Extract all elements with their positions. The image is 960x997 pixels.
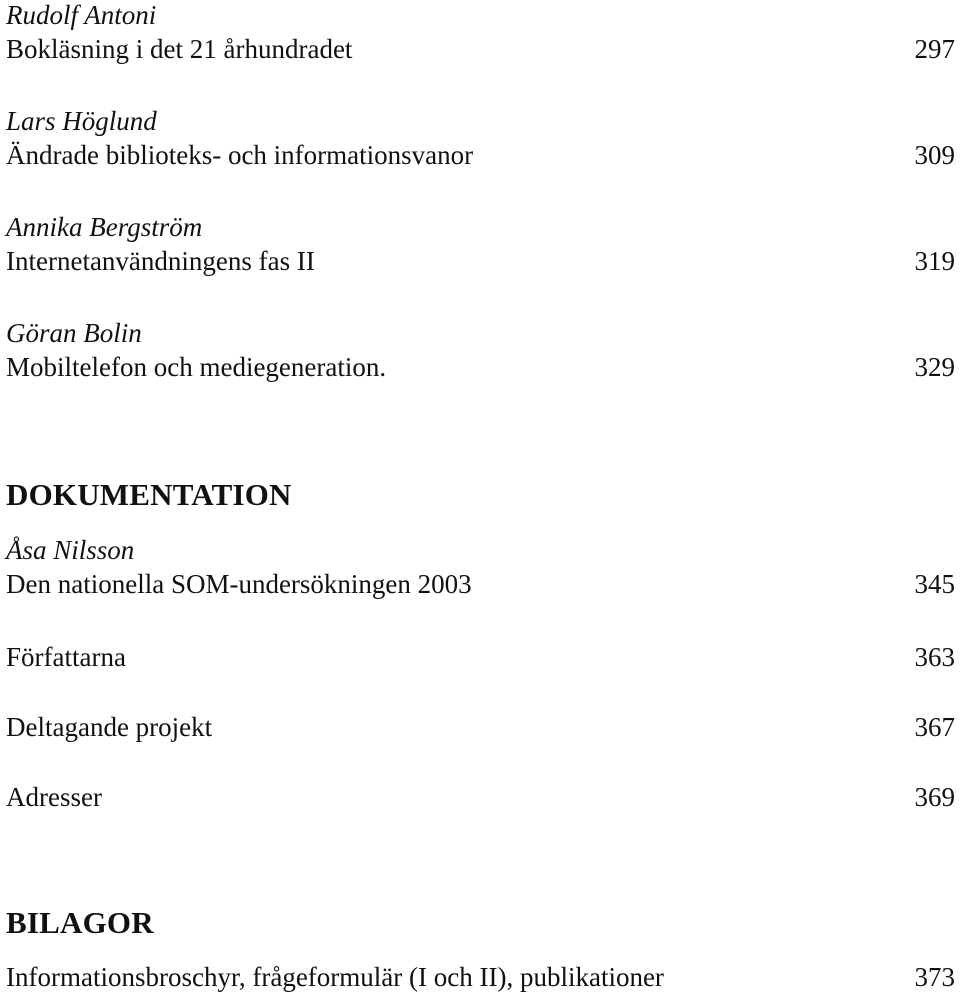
entry-page-number: 309 — [914, 140, 955, 170]
entry-title: Informationsbroschyr, frågeformulär (I och II), publikationer — [6, 962, 664, 992]
entry-author: Åsa Nilsson — [6, 535, 135, 565]
entry-row — [6, 32, 955, 66]
entry-row — [6, 244, 955, 278]
toc-entry-bolin — [6, 316, 955, 384]
entry-page-number: 369 — [914, 782, 955, 812]
toc-entry-antoni — [6, 0, 955, 66]
entry-row — [6, 567, 955, 601]
entry-title: Deltagande projekt — [6, 712, 213, 742]
entry-author: Göran Bolin — [6, 318, 142, 348]
toc-entry-bergstrom — [6, 210, 955, 278]
entry-title: Den nationella SOM-undersökningen 2003 — [6, 569, 472, 599]
toc-entry-deltagande-projekt — [6, 710, 955, 744]
entry-author: Rudolf Antoni — [6, 0, 157, 30]
entry-title: Mobiltelefon och mediegeneration. — [6, 352, 387, 382]
toc-entry-forfattarna — [6, 640, 955, 674]
entry-row — [6, 138, 955, 172]
entry-author: Lars Höglund — [6, 106, 157, 136]
toc-entry-hoglund — [6, 104, 955, 172]
entry-page-number: 297 — [914, 34, 955, 64]
entry-row — [6, 640, 955, 674]
entry-page-number: 319 — [914, 246, 955, 276]
entry-row — [6, 960, 955, 994]
toc-entry-informationsbroschyr — [6, 960, 955, 994]
section-heading-dokumentation: DOKUMENTATION — [6, 477, 292, 512]
entry-page-number: 363 — [914, 642, 955, 672]
entry-page-number: 373 — [914, 962, 955, 992]
section-heading-bilagor: BILAGOR — [6, 905, 154, 940]
entry-author: Annika Bergström — [6, 212, 203, 242]
entry-row — [6, 780, 955, 814]
entry-title: Internetanvändningens fas II — [6, 246, 315, 276]
entry-page-number: 329 — [914, 352, 955, 382]
entry-page-number: 367 — [914, 712, 955, 742]
entry-title: Bokläsning i det 21 århundradet — [6, 34, 353, 64]
entry-row — [6, 710, 955, 744]
entry-title: Ändrade biblioteks- och informationsvanor — [6, 140, 474, 170]
toc-entry-nilsson — [6, 533, 955, 601]
entry-title: Författarna — [6, 642, 126, 672]
toc-entry-adresser — [6, 780, 955, 814]
entry-title: Adresser — [6, 782, 102, 812]
entry-page-number: 345 — [914, 569, 955, 599]
entry-row — [6, 350, 955, 384]
